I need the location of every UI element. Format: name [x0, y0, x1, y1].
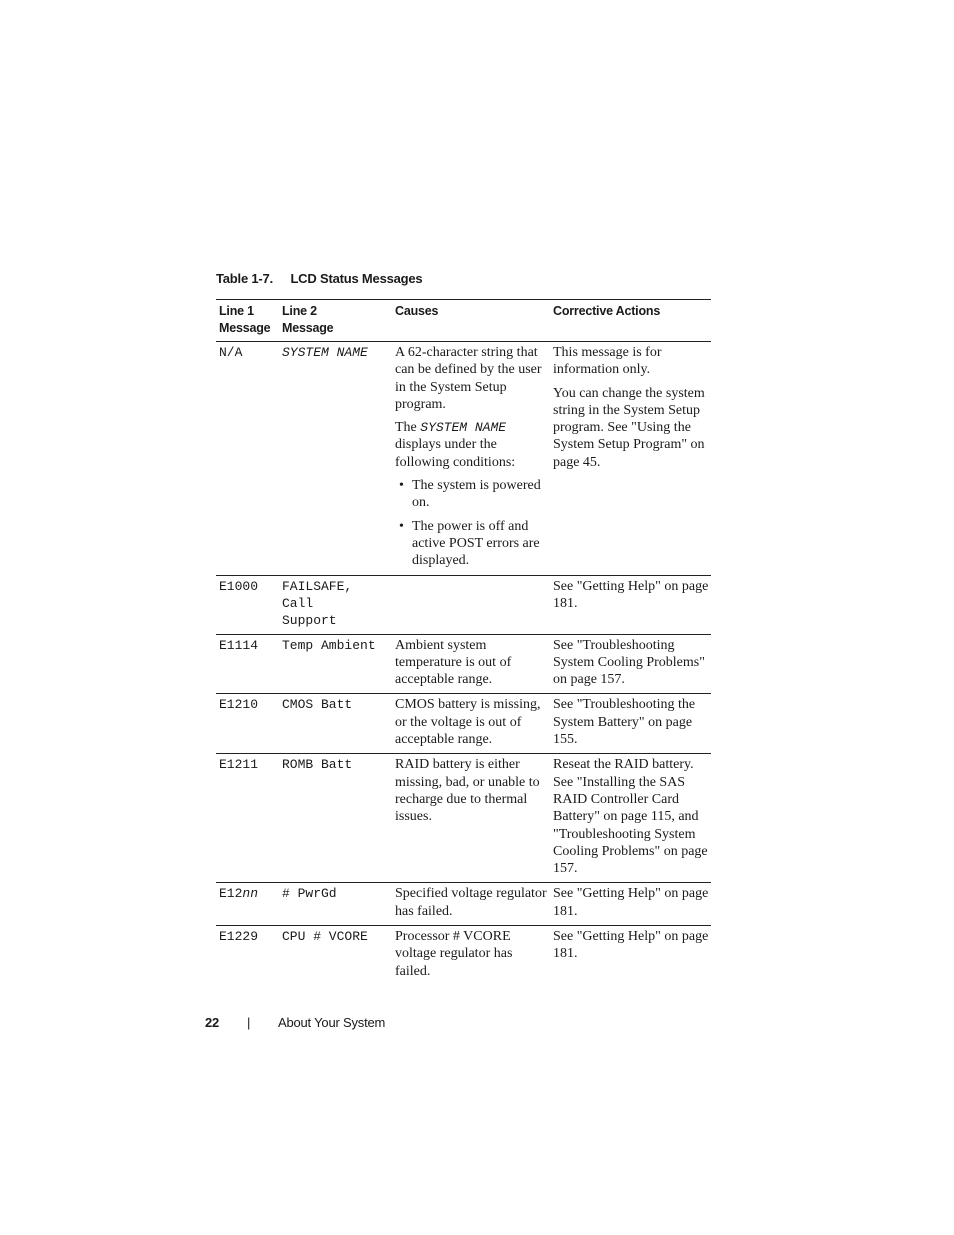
line2-message: FAILSAFE, Call Support	[282, 578, 353, 628]
list-item	[395, 518, 549, 570]
actions-cell: See "Getting Help" on page 181.	[553, 578, 709, 611]
causes-cell: CMOS battery is missing, or the voltage is out of acceptable range.	[395, 697, 541, 748]
line2-message: CMOS Batt	[282, 697, 353, 713]
list-item-text: The power is off and active POST errors are displayed.	[412, 518, 540, 569]
actions-text-2: You can change the system string in the System Setup program. See "Using the System Setup Program" on page 45.	[553, 385, 705, 470]
table-row	[216, 342, 711, 576]
section-title: About Your System	[278, 1015, 386, 1030]
list-item	[395, 477, 549, 512]
line1-message: N/A	[219, 345, 243, 360]
line2-message: SYSTEM NAME	[282, 345, 368, 360]
bullet-icon: •	[399, 478, 404, 494]
table-number: Table 1-7.	[216, 271, 274, 286]
line2-message: ROMB Batt	[282, 757, 353, 773]
causes-text: A 62-character string that can be defined by the user in the System Setup program.	[395, 345, 542, 412]
line1-message	[216, 885, 282, 920]
line1-prefix: E12	[219, 886, 243, 902]
line1-message: E1210	[219, 697, 259, 713]
line1-message: E1114	[219, 637, 259, 653]
actions-cell: See "Troubleshooting the System Battery" on page 155.	[553, 697, 696, 748]
footer-separator: |	[247, 1015, 251, 1030]
actions-text: This message is for information only.	[553, 345, 662, 378]
line1-suffix: nn	[242, 886, 259, 902]
line2-message: # PwrGd	[282, 886, 337, 902]
actions-cell	[553, 344, 711, 570]
bullet-icon: •	[399, 518, 404, 534]
actions-cell: See "Getting Help" on page 181.	[553, 886, 709, 919]
list-item-text: The system is powered on.	[412, 478, 541, 511]
header-actions: Corrective Actions	[553, 304, 661, 318]
header-line2: Line 2 Message	[282, 304, 334, 335]
table-row	[216, 754, 711, 883]
page-number: 22	[205, 1015, 220, 1030]
line1-message: E1211	[219, 757, 259, 773]
line1-message: E1229	[219, 929, 259, 945]
causes-cell: Processor # VCORE voltage regulator has failed.	[395, 929, 513, 979]
actions-cell: Reseat the RAID battery. See "Installing the SAS RAID Controller Card Battery" on page 115, and "Troubleshooting System Cooling Problems" on page 157.	[553, 757, 708, 877]
header-line1: Line 1 Message	[219, 304, 271, 335]
actions-cell: See "Getting Help" on page 181.	[553, 929, 709, 962]
table-caption	[216, 271, 422, 286]
table-row	[216, 635, 711, 695]
table-row	[216, 883, 711, 926]
causes-cell	[395, 344, 553, 570]
lcd-status-table	[216, 299, 711, 985]
causes-cell	[395, 578, 553, 629]
line1-message: E1000	[219, 578, 259, 594]
conditions-list	[395, 477, 549, 569]
line2-message: Temp Ambient	[282, 637, 376, 653]
line2-message: CPU # VCORE	[282, 929, 368, 945]
table-row	[216, 576, 711, 635]
table-row	[216, 926, 711, 985]
table-header-row	[216, 300, 711, 342]
causes-text-2-post: displays under the following conditions:	[395, 437, 516, 470]
table-row	[216, 694, 711, 754]
table-title: LCD Status Messages	[290, 271, 423, 286]
causes-cell: RAID battery is either missing, bad, or unable to recharge due to thermal issues.	[395, 757, 540, 825]
header-causes: Causes	[395, 304, 439, 318]
system-name-code: SYSTEM NAME	[420, 420, 507, 436]
causes-cell: Specified voltage regulator has failed.	[395, 886, 547, 919]
causes-text-2-pre: The	[395, 420, 421, 436]
causes-text-2	[395, 419, 549, 471]
causes-cell: Ambient system temperature is out of acceptable range.	[395, 637, 512, 688]
actions-cell: See "Troubleshooting System Cooling Problems" on page 157.	[553, 637, 705, 688]
